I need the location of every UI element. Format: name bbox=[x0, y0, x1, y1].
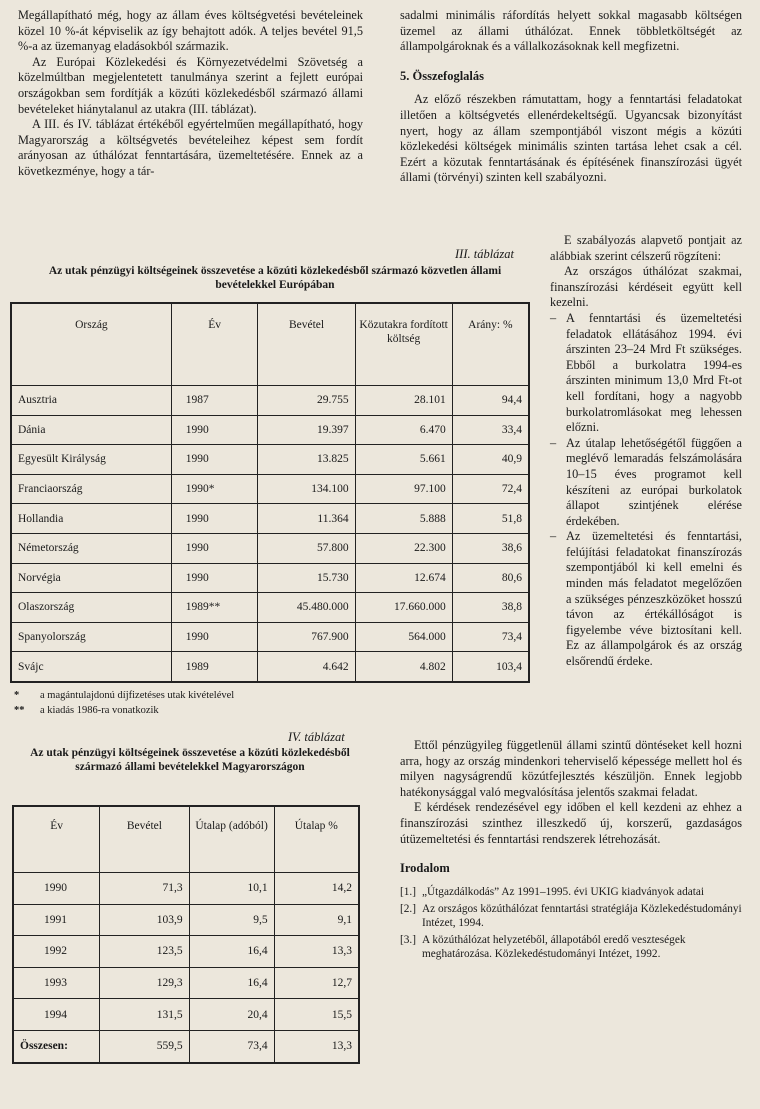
ratio-cell: 38,8 bbox=[452, 593, 529, 623]
ratio-cell: 51,8 bbox=[452, 504, 529, 534]
reference-item bbox=[400, 933, 742, 961]
revenue-cell: 131,5 bbox=[100, 999, 189, 1031]
revenue-cell: 134.100 bbox=[258, 474, 355, 504]
reference-text: Az országos közúthálózat fenntartási stratégiája Közlekedéstudományi Intézet, 1994. bbox=[422, 902, 742, 929]
revenue-cell: 103,9 bbox=[100, 904, 189, 936]
country-cell: Franciaország bbox=[11, 474, 171, 504]
fund-cell: 16,4 bbox=[189, 967, 274, 999]
table-row bbox=[11, 386, 529, 416]
table-row bbox=[11, 445, 529, 475]
cost-cell: 28.101 bbox=[355, 386, 452, 416]
list-item: – Az útalap lehetőségétől függően a meglévő lemaradás felszámolására 10–15 éves programot kell készíteni az európai burkolatok állapot szintjének elérése érdekében. bbox=[550, 436, 742, 530]
table-row bbox=[11, 533, 529, 563]
year-cell: 1990* bbox=[171, 474, 258, 504]
revenue-cell: 11.364 bbox=[258, 504, 355, 534]
paragraph: sadalmi minimális ráfordítás helyett sokkal magasabb költségen üzemel az állami úthálózat. Ennek többletköltségét az állampolgároknak és a vállalkozásoknak kell megfizetni. bbox=[400, 8, 742, 54]
revenue-cell: 45.480.000 bbox=[258, 593, 355, 623]
column-header: Ország bbox=[11, 303, 171, 386]
cost-cell: 5.661 bbox=[355, 445, 452, 475]
table3 bbox=[10, 302, 530, 683]
table3-caption: Az utak pénzügyi költségeinek összevetése a közúti közlekedésből származó közvetlen állami bevételekkel Európában bbox=[48, 265, 502, 291]
paragraph: Az előző részekben rámutattam, hogy a fenntartási feladatokat illetően a költségvetés ellenérdekeltségű. Ugyancsak bizonyítást nyert, hogy az állam szempontjából viszont mégis a közúti közlekedési költségek minimális szinten tartása lehet csak a cél. Ezért a közutak fenntartásának és építésének finanszírozási ügyét állami (törvényi) szinten kell szabályozni. bbox=[400, 92, 742, 185]
revenue-cell: 19.397 bbox=[258, 415, 355, 445]
closing-text bbox=[400, 738, 742, 964]
table-row bbox=[11, 504, 529, 534]
reference-item bbox=[400, 885, 742, 899]
percent-cell: 12,7 bbox=[274, 967, 359, 999]
revenue-cell: 13.825 bbox=[258, 445, 355, 475]
table-row bbox=[11, 622, 529, 652]
year-cell: 1990 bbox=[13, 873, 100, 905]
year-cell: 1993 bbox=[13, 967, 100, 999]
ratio-cell: 38,6 bbox=[452, 533, 529, 563]
cost-cell: 4.802 bbox=[355, 652, 452, 682]
fund-cell: 73,4 bbox=[189, 1030, 274, 1062]
revenue-cell: 129,3 bbox=[100, 967, 189, 999]
column-header: Útalap % bbox=[274, 806, 359, 873]
fund-cell: 9,5 bbox=[189, 904, 274, 936]
country-cell: Olaszország bbox=[11, 593, 171, 623]
ratio-cell: 40,9 bbox=[452, 445, 529, 475]
ratio-cell: 94,4 bbox=[452, 386, 529, 416]
paragraph: E szabályozás alapvető pontjait az alábbiak szerint célszerű rögzíteni: bbox=[550, 233, 742, 263]
footnote bbox=[14, 688, 234, 703]
revenue-cell: 767.900 bbox=[258, 622, 355, 652]
country-cell: Németország bbox=[11, 533, 171, 563]
bullet-list bbox=[550, 311, 742, 670]
cost-cell: 5.888 bbox=[355, 504, 452, 534]
table-row bbox=[11, 593, 529, 623]
country-cell: Egyesült Királyság bbox=[11, 445, 171, 475]
cost-cell: 564.000 bbox=[355, 622, 452, 652]
reference-list bbox=[400, 885, 742, 961]
column-header: Bevétel bbox=[100, 806, 189, 873]
year-cell: 1992 bbox=[13, 936, 100, 968]
list-item: – Az üzemeltetési és fenntartási, felújítási feladatokat finanszírozás szempontjából ki kell emelni és minden más feladatot megelőzően a szükséges pénzeszközöket hosszú távon az értékállóságot is figyelembe véve biztosítani kell. Ez az állampolgárok és az ország elsőrendű érdeke. bbox=[550, 529, 742, 669]
reference-number: [3.] bbox=[400, 933, 416, 946]
section-heading: 5. Összefoglalás bbox=[400, 68, 485, 83]
table3-label: III. táblázat bbox=[455, 247, 515, 261]
fund-cell: 16,4 bbox=[189, 936, 274, 968]
column-header: Arány: % bbox=[452, 303, 529, 386]
table-total-row bbox=[13, 1030, 359, 1062]
revenue-cell: 57.800 bbox=[258, 533, 355, 563]
percent-cell: 13,3 bbox=[274, 1030, 359, 1062]
year-cell: 1990 bbox=[171, 445, 258, 475]
footnote-mark: ** bbox=[14, 705, 25, 716]
reference-text: A közúthálózat helyzetéből, állapotából eredő veszteségek meghatározása. Közlekedéstudományi Intézet, 1992. bbox=[422, 933, 686, 960]
ratio-cell: 73,4 bbox=[452, 622, 529, 652]
table-row bbox=[13, 999, 359, 1031]
references-heading: Irodalom bbox=[400, 861, 450, 876]
ratio-cell: 80,6 bbox=[452, 563, 529, 593]
column-header: Év bbox=[13, 806, 100, 873]
table-row bbox=[11, 563, 529, 593]
table4-caption: Az utak pénzügyi költségeinek összevetése a közúti közlekedésből származó állami bevételekkel Magyarországon bbox=[30, 747, 350, 773]
country-cell: Hollandia bbox=[11, 504, 171, 534]
column-header: Közutakra fordított költség bbox=[355, 303, 452, 386]
year-cell: 1991 bbox=[13, 904, 100, 936]
table-header-row bbox=[13, 806, 359, 873]
left-column-text bbox=[18, 8, 363, 180]
reference-number: [1.] bbox=[400, 885, 416, 898]
paragraph: A III. és IV. táblázat értékéből egyértelműen megállapítható, hogy Magyarország a költségvetés bevételeihez képest sem fordít arányosan az úthálózat fenntartására, üzemeltetésére. Ennek az a következménye, hogy a tár- bbox=[18, 117, 363, 178]
fund-cell: 20,4 bbox=[189, 999, 274, 1031]
regulation-points bbox=[550, 233, 742, 670]
table3-notes bbox=[14, 688, 234, 718]
reference-item bbox=[400, 902, 742, 930]
table-row bbox=[13, 936, 359, 968]
percent-cell: 14,2 bbox=[274, 873, 359, 905]
year-cell: 1990 bbox=[171, 563, 258, 593]
paragraph: E kérdések rendezésével egy időben el kell kezdeni az ehhez a finanszírozási szinthez illeszkedő új, korszerű, gazdaságos útüzemeltetési és fenntartási rendszerek létrehozását. bbox=[400, 800, 742, 846]
ratio-cell: 103,4 bbox=[452, 652, 529, 682]
country-cell: Svájc bbox=[11, 652, 171, 682]
right-column-text bbox=[400, 8, 742, 186]
fund-cell: 10,1 bbox=[189, 873, 274, 905]
paragraph: Megállapítható még, hogy az állam éves költségvetési bevételeinek közel 10 %-át képviselik az így behajtott adók. A teljes bevétel 91,5 %-a az üzemanyag eladásokból származik. bbox=[18, 8, 363, 54]
country-cell: Dánia bbox=[11, 415, 171, 445]
country-cell: Norvégia bbox=[11, 563, 171, 593]
paragraph: Az Európai Közlekedési és Környezetvédelmi Szövetség a közelmúltban megjelentetett tanulmánya szerint a fejlett európai országokban sem fordítják a közúti közlekedésből származó állami bevételeket hiánytalanul az utakra (III. táblázat). bbox=[18, 54, 363, 116]
year-cell: 1989** bbox=[171, 593, 258, 623]
cost-cell: 12.674 bbox=[355, 563, 452, 593]
ratio-cell: 33,4 bbox=[452, 415, 529, 445]
percent-cell: 9,1 bbox=[274, 904, 359, 936]
table-row bbox=[11, 652, 529, 682]
year-cell: 1990 bbox=[171, 504, 258, 534]
table-row bbox=[13, 873, 359, 905]
table-row bbox=[11, 415, 529, 445]
revenue-cell: 71,3 bbox=[100, 873, 189, 905]
footnote-mark: * bbox=[14, 690, 20, 701]
year-cell: 1994 bbox=[13, 999, 100, 1031]
year-cell: 1987 bbox=[171, 386, 258, 416]
reference-number: [2.] bbox=[400, 902, 416, 915]
cost-cell: 17.660.000 bbox=[355, 593, 452, 623]
cost-cell: 6.470 bbox=[355, 415, 452, 445]
revenue-cell: 559,5 bbox=[100, 1030, 189, 1062]
table-row bbox=[13, 904, 359, 936]
reference-text: „Útgazdálkodás” Az 1991–1995. évi UKIG kiadványok adatai bbox=[422, 885, 705, 898]
column-header: Útalap (adóból) bbox=[189, 806, 274, 873]
footnote-text: a magántulajdonú díjfizetéses utak kivételével bbox=[40, 690, 235, 701]
list-item: – A fenntartási és üzemeltetési feladatok ellátásához 1994. évi árszinten 23–24 Mrd Ft szükséges. Ebből a burkolatra 1994-es árszinten minimum 13,0 Mrd Ft-ot kell fordítani, hogy a nagyobb burkolatromlásokat meg lehessen előzni. bbox=[550, 311, 742, 436]
country-cell: Ausztria bbox=[11, 386, 171, 416]
table-header-row bbox=[11, 303, 529, 386]
revenue-cell: 29.755 bbox=[258, 386, 355, 416]
year-cell: 1990 bbox=[171, 415, 258, 445]
footnote bbox=[14, 703, 234, 718]
percent-cell: 13,3 bbox=[274, 936, 359, 968]
paragraph: Ettől pénzügyileg függetlenül állami szintű döntéseket kell hozni arra, hogy az ország mindenkori teherviselő képessége mellett hol és milyen nagyságrendű közútfejlesztés készüljön. Ennek legjobb hatékonysággal való megvalósítása jelentős szakmai feladat. bbox=[400, 738, 742, 799]
cost-cell: 97.100 bbox=[355, 474, 452, 504]
paragraph: Az országos úthálózat szakmai, finanszírozási kérdéseit együtt kell kezelni. bbox=[550, 264, 742, 310]
ratio-cell: 72,4 bbox=[452, 474, 529, 504]
table4 bbox=[12, 805, 360, 1064]
table-row bbox=[13, 967, 359, 999]
column-header: Év bbox=[171, 303, 258, 386]
table-row bbox=[11, 474, 529, 504]
percent-cell: 15,5 bbox=[274, 999, 359, 1031]
year-cell: 1989 bbox=[171, 652, 258, 682]
revenue-cell: 123,5 bbox=[100, 936, 189, 968]
country-cell: Spanyolország bbox=[11, 622, 171, 652]
revenue-cell: 4.642 bbox=[258, 652, 355, 682]
total-label: Összesen: bbox=[13, 1030, 100, 1062]
year-cell: 1990 bbox=[171, 533, 258, 563]
column-header: Bevétel bbox=[258, 303, 355, 386]
footnote-text: a kiadás 1986-ra vonatkozik bbox=[40, 705, 159, 716]
revenue-cell: 15.730 bbox=[258, 563, 355, 593]
cost-cell: 22.300 bbox=[355, 533, 452, 563]
year-cell: 1990 bbox=[171, 622, 258, 652]
table4-label: IV. táblázat bbox=[288, 730, 345, 744]
